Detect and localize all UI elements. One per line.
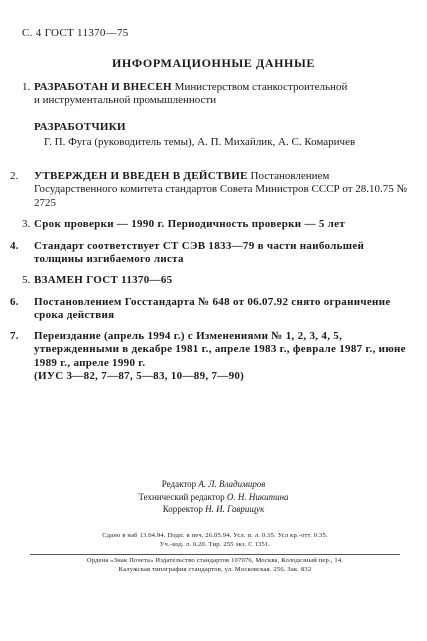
item-6 (10, 296, 410, 323)
item-text: Переиздание (апрель 1994 г.) с Изменениями № 1, 2, 3, 4, 5, утвержденными в декабре 1981 г., апреле 1983 г., феврале 1987 г., июне 1989 г., апреле 1990 г. (34, 330, 406, 369)
item-5 (22, 274, 410, 287)
developers-label: РАЗРАБОТЧИКИ (34, 121, 126, 133)
item-number: 1. (22, 81, 31, 93)
item-text: Министерством станкостроительной (171, 81, 348, 93)
item-number: 4. (10, 240, 19, 252)
item-text-cont: (ИУС 3—82, 7—87, 5—83, 10—89, 7—90) (34, 370, 245, 383)
item-3 (22, 218, 410, 231)
item-number: 2. (10, 170, 19, 182)
print-info-line-2: Уч.-изд. л. 0.20. Тир. 255 экз. С 1351. (159, 541, 271, 548)
publisher-line-2: Калужская типография стандартов, ул. Московская. 256. Зак. 832 (118, 566, 312, 573)
item-text: Постановлением Государственного комитета стандартов Совета Министров СССР от 28.10.75 № 2725 (34, 170, 408, 209)
item-number: 5. (22, 274, 31, 286)
item-number: 7. (10, 330, 19, 342)
print-info-line-1: Сдано в наб 13.04.94. Подп. в печ. 26.05.94. Усл. п. л. 0.35. Усл кр.-отт. 0.35. (102, 532, 328, 539)
item-number: 6. (10, 296, 19, 308)
publisher-line-1: Ордена «Знак Почета» Издательство стандартов 107076, Москва, Колодезный пер., 14. (86, 557, 344, 564)
developers-list: Г. П. Фуга (руководитель темы), А. П. Михайлик, А. С. Комаричев (44, 136, 356, 148)
section-title: ИНФОРМАЦИОННЫЕ ДАННЫЕ (112, 56, 315, 70)
credit-editor: Редактор А. Л. Владимиров (161, 479, 266, 489)
credits (0, 478, 427, 516)
item-4 (10, 240, 410, 267)
credit-tech-editor: Технический редактор О. Н. Никитина (138, 491, 289, 502)
item-text: Стандарт соответствует СТ СЭВ 1833—79 в части наибольшей толщины изгибаемого листа (34, 240, 365, 266)
item-2 (10, 170, 410, 210)
item-text-cont: и инструментальной промышленности (34, 94, 217, 107)
item-text: Срок проверки — 1990 г. Периодичность проверки — 5 лет (34, 218, 346, 230)
item-1 (22, 81, 410, 108)
page-header: С. 4 ГОСТ 11370—75 (22, 27, 129, 39)
item-heading: ВЗАМЕН ГОСТ 11370—65 (34, 274, 173, 286)
developers-heading (22, 121, 410, 134)
divider (30, 554, 400, 555)
item-text: Постановлением Госстандарта № 648 от 06.07.92 снято ограничение срока действия (34, 296, 391, 322)
credit-proofreader: Корректор Н. И. Гаврищук (162, 504, 265, 514)
item-7 (10, 330, 410, 384)
item-heading: УТВЕРЖДЕН И ВВЕДЕН В ДЕЙСТВИЕ (34, 170, 248, 182)
item-heading: РАЗРАБОТАН И ВНЕСЕН (34, 81, 172, 93)
item-number: 3. (22, 218, 31, 230)
